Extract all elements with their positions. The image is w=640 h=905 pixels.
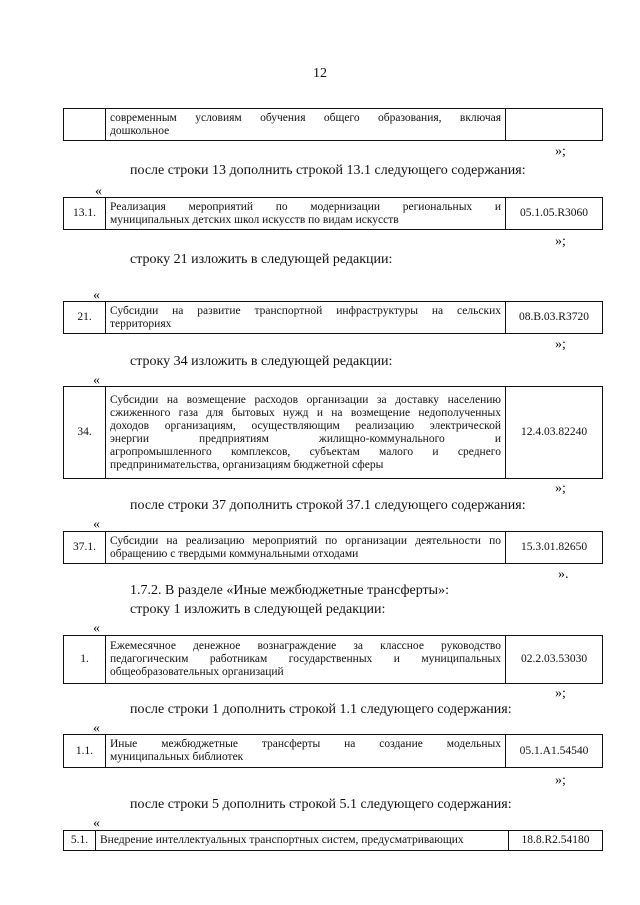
row-description-line: агропромышленного комплексов, субъектам малого и среднего [110,445,501,458]
row-number [64,109,106,141]
closing-quote: »; [555,686,566,701]
row-code: 05.1.A1.54540 [506,735,603,768]
row-code: 08.B.03.R3720 [506,302,603,334]
row-description-line: сжиженного газа для бытовых нужд и на возмещение недополученных [110,406,501,419]
row-description [106,387,506,479]
row-description-line: общеобразовательных организаций [110,666,284,678]
row-description-line: педагогическим работникам государственных и муниципальных [110,653,501,665]
row-number: 34. [64,387,106,479]
row-number: 5.1. [64,831,96,851]
paragraph: строку 1 изложить в следующей редакции: [130,602,386,617]
row-description-line: Внедрение интеллектуальных транспортных систем, предусматривающих [100,834,464,846]
row-description-line: обращению с твердыми коммунальными отходами [110,547,359,560]
table-row [63,635,603,684]
row-description [106,198,506,230]
row-description [106,636,506,684]
section-heading: 1.7.2. В разделе «Иные межбюджетные трансферты»: [130,583,449,598]
row-number: 1. [64,636,106,684]
table-row [63,301,603,334]
row-description-line: Субсидии на возмещение расходов организации за доставку населению [110,393,501,406]
row-code: 15.3.01.82650 [506,532,603,564]
table-row [63,108,603,141]
paragraph: после строки 13 дополнить строкой 13.1 следующего содержания: [130,163,526,178]
row-code: 05.1.05.R3060 [506,198,603,230]
row-description [106,532,506,564]
closing-quote: »; [555,234,566,249]
opening-quote: « [93,721,100,736]
closing-quote: »; [555,773,566,788]
row-description-line: современным условиям обучения общего образования, включая [110,111,501,124]
closing-quote: »; [555,481,566,496]
paragraph: строку 34 изложить в следующей редакции: [130,354,393,369]
table-row [63,734,603,768]
opening-quote: « [93,373,100,388]
row-code: 12.4.03.82240 [506,387,603,479]
row-number: 1.1. [64,735,106,768]
row-description-line: Иные межбюджетные трансферты на создание модельных [110,738,501,750]
row-number: 13.1. [64,198,106,230]
closing-quote: »; [555,337,566,352]
closing-quote: ». [558,567,569,582]
row-description [96,831,509,851]
row-description-line: территориях [110,317,172,330]
row-description-line: Ежемесячное денежное вознаграждение за классное руководство [110,640,501,652]
table-row [63,531,603,564]
closing-quote: »; [555,144,566,159]
row-description [106,302,506,334]
table-row [63,386,603,479]
opening-quote: « [93,517,100,532]
table-row [63,830,603,851]
row-number: 21. [64,302,106,334]
paragraph: после строки 37 дополнить строкой 37.1 следующего содержания: [130,498,526,513]
row-description-line: энергии предприятиям жилищно-коммунального и [110,432,501,445]
row-description-line: дошкольное [110,124,170,137]
row-description-line: муниципальных библиотек [110,751,244,763]
paragraph: строку 21 изложить в следующей редакции: [130,252,393,267]
row-number: 37.1. [64,532,106,564]
opening-quote: « [93,288,100,303]
row-description-line: доходов организациям, осуществляющим реализацию электрической [110,419,501,432]
row-code [506,109,603,141]
row-description-line: Субсидии на реализацию мероприятий по организации деятельности по [110,534,501,547]
paragraph: после строки 5 дополнить строкой 5.1 следующего содержания: [130,797,512,812]
row-description-line: предпринимательства, организациям бюджетной сферы [110,458,384,471]
row-description-line: Субсидии на развитие транспортной инфраструктуры на сельских [110,304,501,317]
table-row [63,197,603,230]
page-number: 12 [313,66,327,81]
opening-quote: « [93,621,100,636]
paragraph: после строки 1 дополнить строкой 1.1 следующего содержания: [130,702,512,717]
row-description [106,735,506,768]
opening-quote: « [95,184,102,199]
row-code: 18.8.R2.54180 [509,831,603,851]
row-code: 02.2.03.53030 [506,636,603,684]
row-description-line: муниципальных детских школ искусств по видам искусств [110,213,399,226]
row-description [106,109,506,141]
opening-quote: « [93,816,100,831]
row-description-line: Реализация мероприятий по модернизации региональных и [110,200,501,213]
